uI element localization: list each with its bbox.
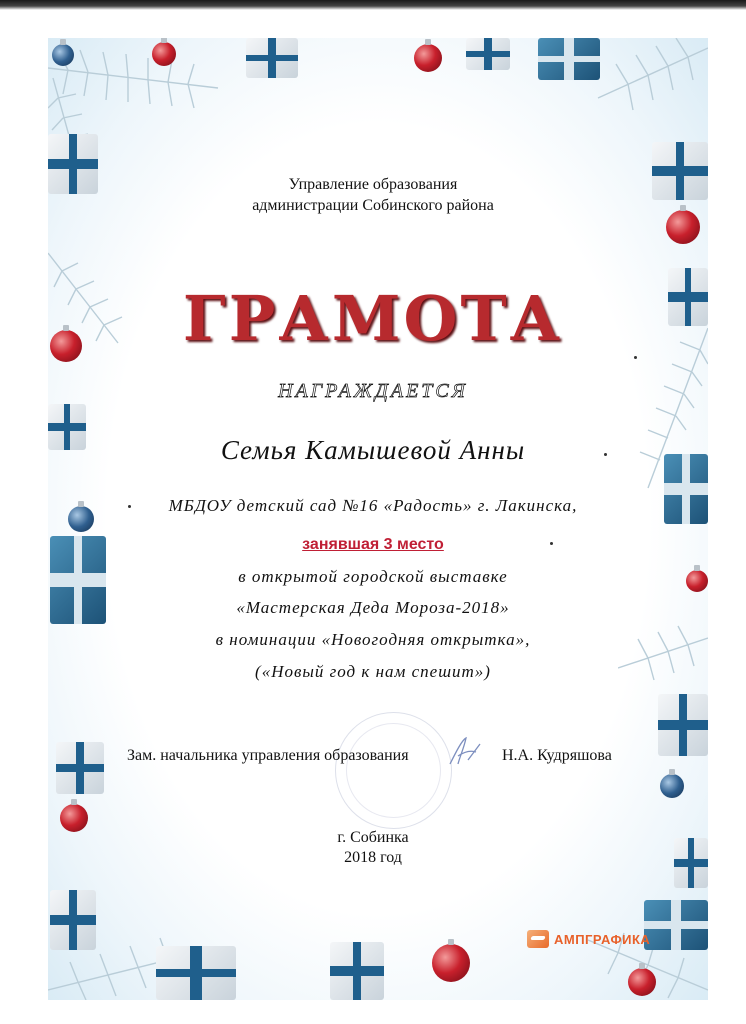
dust-speck	[634, 356, 637, 359]
gift-box	[156, 946, 236, 1000]
ornament-ball-red	[414, 44, 442, 72]
dust-speck	[128, 505, 131, 508]
gift-box	[50, 890, 96, 950]
work-title: («Новый год к нам спешит»)	[255, 662, 491, 681]
printer-logo	[527, 928, 651, 950]
exhibition-line: в открытой городской выставке	[238, 567, 508, 586]
dust-speck	[550, 542, 553, 545]
gift-box	[246, 38, 298, 78]
gift-box	[644, 900, 708, 950]
issuer-line-1: Управление образования	[288, 176, 458, 193]
printer-logo-text: АМПГРАФИКА	[554, 931, 651, 947]
gift-box	[466, 38, 510, 70]
place-and-date	[0, 828, 746, 868]
ornament-ball-red	[432, 944, 470, 982]
scan-edge	[0, 0, 746, 10]
dust-speck	[604, 453, 607, 456]
place-line: занявшая 3 место	[302, 536, 444, 553]
printer-logo-icon	[527, 930, 549, 948]
awards-heading: НАГРАЖДАЕТСЯ	[278, 380, 468, 402]
organization-line: МБДОУ детский сад №16 «Радость» г. Лакинска,	[168, 496, 578, 515]
gift-box	[538, 38, 600, 80]
certificate-title: ГРАМОТА	[182, 282, 564, 355]
signature-mark	[446, 734, 486, 770]
ornament-ball-red	[628, 968, 656, 996]
issuer-line-2: администрации Собинского района	[252, 197, 494, 214]
exhibition-name: «Мастерская Деда Мороза-2018»	[236, 598, 510, 617]
recipient-name: Семья Камышевой Анны	[220, 435, 526, 465]
city: г. Собинка	[337, 829, 409, 846]
faded-seal	[335, 712, 452, 829]
signatory-name: Н.А. Кудряшова	[502, 747, 612, 764]
gift-box	[330, 942, 384, 1000]
gift-box	[56, 742, 104, 794]
ornament-ball-red	[152, 42, 176, 66]
signatory-position: Зам. начальника управления образования	[127, 747, 409, 764]
gift-box	[658, 694, 708, 756]
ornament-ball-blue	[660, 774, 684, 798]
nomination-line: в номинации «Новогодняя открытка»,	[215, 630, 531, 649]
ornament-ball-blue	[52, 44, 74, 66]
year: 2018 год	[344, 849, 402, 866]
issuer-block	[0, 174, 746, 216]
